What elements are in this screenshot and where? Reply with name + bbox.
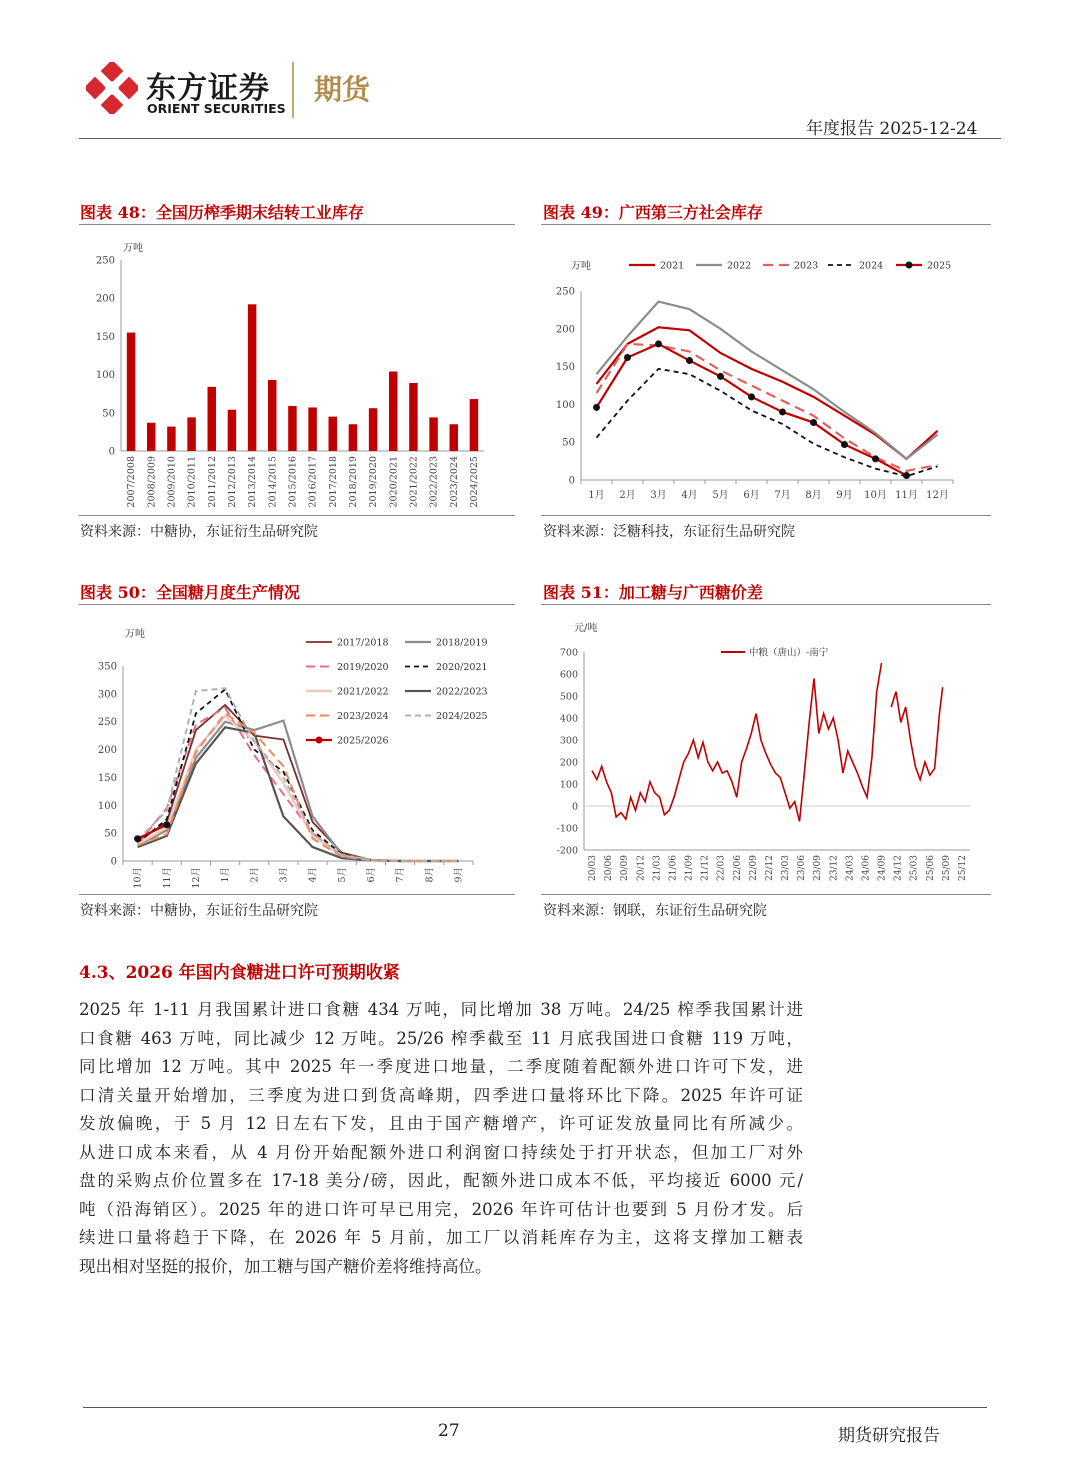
y-tick-label: 400	[559, 713, 578, 725]
x-tick-label: 23/12	[829, 855, 840, 881]
y-tick-label: 100	[95, 370, 115, 382]
x-tick-label: 2021/2022	[408, 456, 420, 508]
bar	[409, 383, 417, 451]
y-tick-label: 50	[102, 408, 115, 420]
y-tick-label: 600	[559, 669, 578, 681]
x-tick-label: 2024/2025	[468, 456, 480, 508]
x-tick-label: 20/12	[636, 855, 647, 881]
x-tick-label: 21/12	[700, 855, 711, 881]
x-tick-label: 5月	[336, 867, 348, 883]
legend-label: 2023	[794, 260, 819, 272]
bar	[288, 406, 296, 451]
footer-label: 期货研究报告	[838, 1426, 940, 1446]
series-marker	[686, 357, 693, 364]
fig50-title: 图表 50：全国糖月度生产情况	[80, 583, 300, 602]
y-tick-label: 100	[559, 779, 578, 791]
series-marker	[841, 441, 848, 448]
bar	[147, 423, 155, 451]
legend-label: 中粮（唐山）-南宁	[749, 647, 829, 659]
body-line: 吨（沿海销区）。2025 年的进口许可早已用完，2026 年许可估计也要到 5 月份才发。后	[79, 1199, 803, 1219]
x-tick-label: 22/03	[716, 855, 727, 881]
series-marker	[163, 821, 170, 828]
legend-label: 2022/2023	[436, 686, 488, 698]
x-tick-label: 2011/2012	[206, 456, 218, 508]
fig51-top-rule	[541, 604, 991, 605]
legend-label: 2019/2020	[337, 662, 389, 673]
x-tick-label: 22/09	[748, 855, 759, 881]
x-tick-label: 2012/2013	[226, 456, 238, 508]
bar	[349, 424, 357, 451]
legend-marker	[316, 737, 323, 744]
series-marker	[903, 472, 910, 479]
y-tick-label: 100	[97, 800, 117, 812]
legend-label: 2021/2022	[337, 686, 389, 698]
legend-label: 2023/2024	[337, 711, 389, 722]
body-line: 现出相对坚挺的报价，加工糖与国产糖价差将维持高位。	[79, 1256, 492, 1276]
y-tick-label: 50	[562, 437, 575, 449]
x-tick-label: 8月	[805, 490, 822, 501]
x-tick-label: 10月	[864, 490, 887, 501]
legend-label: 2025/2026	[337, 735, 389, 747]
header-divider	[292, 62, 294, 118]
bar	[127, 333, 135, 451]
body-line: 从进口成本来看，从 4 月份开始配额外进口利润窗口持续处于打开状态，但加工厂对外	[79, 1142, 803, 1162]
brand-name-en: ORIENT SECURITIES	[147, 101, 286, 116]
x-tick-label: 3月	[278, 867, 290, 883]
x-tick-label: 1月	[588, 490, 605, 501]
section-heading: 4.3、2026 年国内食糖进口许可预期收紧	[79, 963, 400, 983]
bar	[389, 372, 397, 451]
x-tick-label: 10月	[132, 867, 144, 889]
x-tick-label: 12月	[926, 490, 949, 501]
x-tick-label: 21/06	[668, 855, 679, 881]
x-tick-label: 2010/2011	[186, 456, 198, 508]
series-marker	[872, 455, 879, 462]
x-tick-label: 22/06	[732, 855, 743, 881]
x-tick-label: 7月	[774, 490, 791, 501]
x-tick-label: 25/12	[957, 855, 968, 881]
x-tick-label: 2022/2023	[428, 456, 440, 508]
legend-marker	[906, 262, 913, 269]
fig51-chart	[541, 612, 991, 894]
fig49-top-rule	[541, 224, 991, 225]
x-tick-label: 2020/2021	[388, 456, 400, 508]
legend-label: 2022	[727, 260, 752, 272]
body-line: 同比增加 12 万吨。其中 2025 年一季度进口地量，二季度随着配额外进口许可下发，进	[79, 1057, 803, 1076]
report-label: 年度报告	[806, 119, 874, 139]
x-tick-label: 2023/2024	[448, 456, 460, 508]
y-tick-label: 200	[555, 324, 575, 336]
body-line: 口清关量开始增加，三季度为进口到货高峰期，四季进口量将环比下降。2025 年许可证	[79, 1085, 803, 1105]
x-tick-label: 23/03	[781, 855, 792, 881]
x-tick-label: 2016/2017	[307, 456, 319, 508]
fig51-bottom-rule	[541, 894, 991, 895]
x-tick-label: 20/06	[604, 855, 615, 881]
fig49-source: 资料来源：泛糖科技，东证衍生品研究院	[543, 524, 795, 540]
x-tick-label: 3月	[650, 490, 667, 501]
y-tick-label: 100	[555, 399, 575, 411]
series-line	[597, 344, 938, 471]
series-line	[592, 663, 881, 821]
fig51-title: 图表 51：加工糖与广西糖价差	[543, 583, 763, 602]
x-tick-label: 2014/2015	[267, 456, 279, 508]
report-date: 2025-12-24	[879, 119, 978, 139]
x-tick-label: 2015/2016	[287, 456, 299, 508]
y-axis-unit-label: 万吨	[571, 261, 591, 272]
fig49-bottom-rule	[541, 515, 991, 516]
x-tick-label: 1月	[220, 867, 232, 883]
section-body	[79, 996, 803, 1281]
x-tick-label: 11月	[895, 490, 918, 501]
x-tick-label: 25/09	[941, 855, 952, 881]
series-line	[597, 369, 938, 476]
x-tick-label: 6月	[365, 867, 377, 883]
y-axis-unit-label: 元/吨	[574, 623, 598, 634]
y-tick-label: -100	[556, 823, 578, 835]
fig50-source: 资料来源：中糖协，东证衍生品研究院	[80, 903, 318, 919]
y-tick-label: 50	[104, 828, 117, 840]
y-axis-unit-label: 万吨	[125, 629, 145, 640]
y-tick-label: 0	[571, 801, 578, 813]
x-tick-label: 12月	[190, 867, 202, 889]
x-tick-label: 4月	[307, 867, 319, 883]
bar	[187, 417, 195, 451]
y-tick-label: 0	[108, 446, 115, 458]
y-tick-label: 0	[568, 475, 575, 487]
x-tick-label: 22/12	[764, 855, 775, 881]
body-line: 发放偏晚，于 5 月 12 日左右下发，且由于国产糖增产，许可证发放量同比有所减少。	[79, 1114, 803, 1133]
legend-label: 2024	[859, 260, 884, 272]
y-tick-label: 250	[95, 255, 115, 267]
bar	[228, 410, 236, 451]
series-line	[891, 687, 942, 779]
legend-label: 2021	[660, 260, 685, 272]
bar	[308, 407, 316, 451]
fig50-bottom-rule	[79, 894, 515, 895]
legend-label: 2018/2019	[436, 637, 488, 649]
series-marker	[748, 393, 755, 400]
x-tick-label: 23/09	[813, 855, 824, 881]
body-line: 口食糖 463 万吨，同比减少 12 万吨。25/26 榨季截至 11 月底我国进口食糖 119 万吨，	[79, 1028, 803, 1048]
series-marker	[779, 408, 786, 415]
legend-label: 2025	[927, 260, 952, 272]
y-tick-label: 300	[559, 735, 578, 747]
fig50-top-rule	[79, 604, 515, 605]
page-number: 27	[438, 1421, 460, 1441]
fig48-top-rule	[79, 224, 515, 225]
x-tick-label: 9月	[836, 490, 853, 501]
bar	[429, 417, 437, 451]
x-tick-label: 2008/2009	[146, 456, 158, 508]
y-tick-label: -200	[556, 845, 578, 857]
y-tick-label: 350	[97, 661, 117, 673]
y-tick-label: 150	[555, 362, 575, 374]
body-line: 盘的采购点价位置多在 17-18 美分/磅，因此，配额外进口成本不低，平均接近 6000 元/	[79, 1171, 803, 1190]
x-tick-label: 24/06	[861, 855, 872, 881]
footer-rule	[83, 1407, 987, 1408]
x-tick-label: 23/06	[797, 855, 808, 881]
x-tick-label: 2017/2018	[327, 456, 339, 508]
x-tick-label: 20/03	[588, 855, 599, 881]
series-marker	[134, 835, 141, 842]
body-line: 续进口量将趋于下降，在 2026 年 5 月前，加工厂以消耗库存为主，这将支撑加工糖表	[79, 1228, 803, 1247]
x-tick-label: 24/09	[877, 855, 888, 881]
fig48-chart	[79, 232, 515, 514]
header-rule	[79, 138, 1001, 139]
x-tick-label: 21/03	[652, 855, 663, 881]
y-tick-label: 200	[97, 745, 117, 757]
y-tick-label: 700	[559, 647, 578, 659]
series-marker	[655, 340, 662, 347]
y-tick-label: 200	[95, 293, 115, 305]
x-tick-label: 2009/2010	[166, 456, 178, 508]
body-line: 2025 年 1-11 月我国累计进口食糖 434 万吨，同比增加 38 万吨。24/25 榨季我国累计进	[79, 1000, 803, 1019]
bar	[248, 304, 256, 451]
y-tick-label: 150	[97, 772, 117, 784]
series-marker	[810, 419, 817, 426]
y-tick-label: 200	[559, 757, 578, 769]
x-tick-label: 8月	[424, 867, 436, 883]
x-tick-label: 2013/2014	[247, 456, 259, 508]
x-tick-label: 24/03	[845, 855, 856, 881]
y-tick-label: 0	[110, 856, 117, 868]
y-tick-label: 500	[559, 691, 578, 703]
series-marker	[624, 354, 631, 361]
y-tick-label: 250	[555, 286, 575, 298]
x-tick-label: 2月	[619, 490, 636, 501]
x-tick-label: 24/12	[893, 855, 904, 881]
bar	[268, 380, 276, 451]
y-axis-unit-label: 万吨	[123, 243, 143, 254]
bar	[450, 424, 458, 451]
series-marker	[717, 373, 724, 380]
x-tick-label: 25/06	[925, 855, 936, 881]
x-tick-label: 7月	[395, 867, 407, 883]
series-marker	[593, 404, 600, 411]
legend-label: 2017/2018	[337, 637, 389, 649]
x-tick-label: 20/09	[620, 855, 631, 881]
series-line	[597, 344, 907, 476]
fig48-title: 图表 48：全国历榨季期末结转工业库存	[80, 203, 364, 222]
brand-name-cn: 东方证券	[146, 71, 270, 106]
x-tick-label: 4月	[681, 490, 698, 501]
x-tick-label: 25/03	[909, 855, 920, 881]
fig48-source: 资料来源：中糖协，东证衍生品研究院	[80, 524, 318, 540]
y-tick-label: 300	[97, 689, 117, 701]
y-tick-label: 150	[95, 331, 115, 343]
fig51-source: 资料来源：钢联，东证衍生品研究院	[543, 903, 767, 919]
bar	[167, 427, 175, 451]
fig50-chart	[79, 612, 515, 894]
bar	[369, 408, 377, 451]
x-tick-label: 5月	[712, 490, 729, 501]
legend-label: 2020/2021	[436, 662, 488, 673]
x-tick-label: 21/09	[684, 855, 695, 881]
orient-logo-icon	[86, 62, 138, 114]
y-tick-label: 250	[97, 717, 117, 729]
x-tick-label: 9月	[453, 867, 465, 883]
bar	[208, 387, 216, 451]
x-tick-label: 2018/2019	[347, 456, 359, 508]
report-type	[806, 114, 977, 139]
fig49-title: 图表 49：广西第三方社会库存	[543, 203, 763, 222]
x-tick-label: 11月	[161, 867, 173, 889]
x-tick-label: 2019/2020	[368, 456, 380, 508]
x-tick-label: 6月	[743, 490, 760, 501]
x-tick-label: 2007/2008	[126, 456, 138, 508]
x-tick-label: 2月	[249, 867, 261, 883]
legend-label: 2024/2025	[436, 711, 488, 722]
bar	[470, 399, 478, 451]
division-name: 期货	[314, 73, 371, 106]
fig48-bottom-rule	[79, 515, 515, 516]
bar	[329, 417, 337, 451]
fig49-chart	[541, 232, 991, 514]
